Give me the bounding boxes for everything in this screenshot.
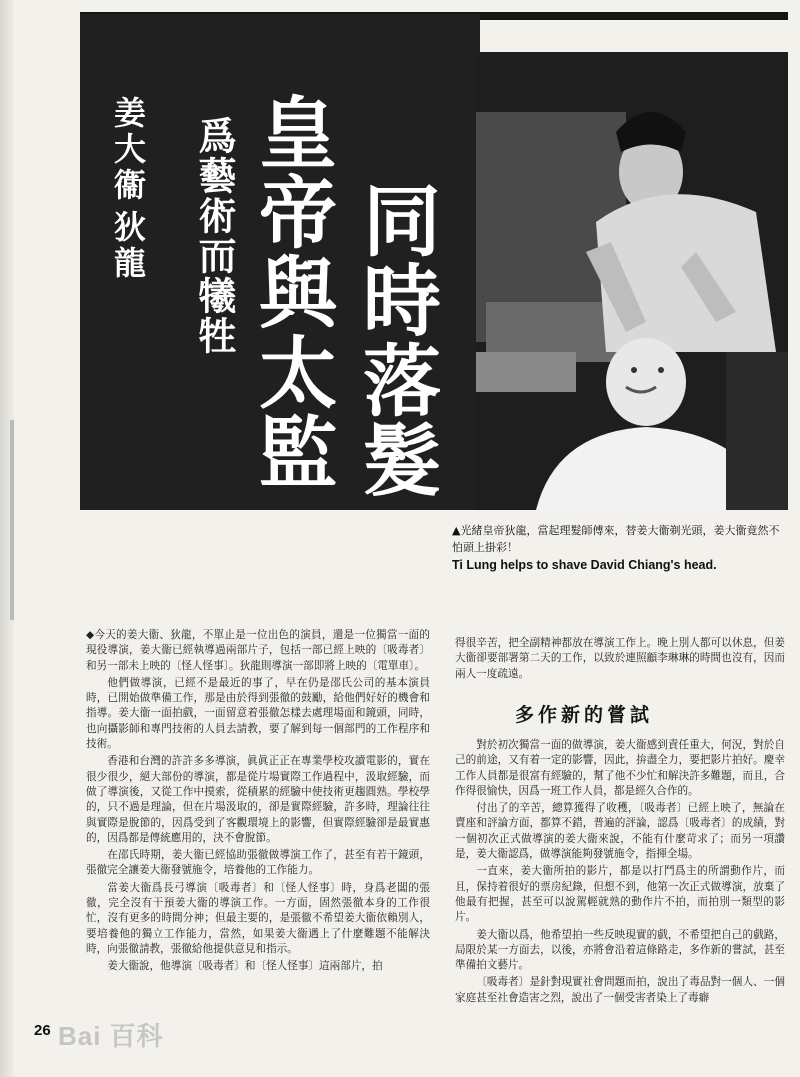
paragraph: 得很辛苦，把全副精神都放在導演工作上。晚上別人都可以休息，但姜大衞卻要部署第二天的工作，以致於連照顧李琳琳的時間也沒有，因而兩人一度疏遠。 bbox=[455, 637, 785, 680]
photo-caption-english: Ti Lung helps to shave David Chiang's head. bbox=[452, 558, 717, 572]
page-number: 26 bbox=[34, 1022, 51, 1039]
paragraph: 一直來，姜大衞所拍的影片，都是以打鬥爲主的所謂動作片，而且，保持着很好的票房紀錄，但想不到，他第一次正式做導演，放棄了他最有把握，甚至可以說駕輕就熟的動作片不拍，而拍別一類型的影片。 bbox=[455, 865, 785, 924]
article-photo bbox=[476, 52, 788, 510]
watermark: Bai 百科 bbox=[58, 1021, 164, 1051]
paragraph: 姜大衞說，他導演〔吸毒者〕和〔怪人怪事〕這兩部片，拍 bbox=[107, 960, 383, 973]
paragraph: 〔吸毒者〕是針對現實社會問題而拍，說出了毒品對一個人、一個家庭甚至社會造害之烈，說出了一個受害者染上了毒癖 bbox=[455, 976, 785, 1004]
right-column bbox=[455, 738, 785, 1008]
binding-mark bbox=[10, 420, 14, 620]
paragraph: 在邵氏時期，姜大衞已經協助張徹做導演工作了，甚至有若干鏡頭，張徹完全讓姜大衞發號施令，培養他的工作能力。 bbox=[86, 849, 430, 877]
photo-illustration bbox=[476, 52, 788, 510]
paragraph: 當姜大衞爲長弓導演〔吸毒者〕和〔怪人怪事〕時，身爲老闆的張徹，完全沒有干預姜大衞的導演工作。一方面，固然張徹本身的工作很忙，沒有更多的時間分神；但最主要的，是張徹不希望姜大衞依賴別人，要培養他的獨立工作能力，當然，如果姜大衞遇上了什麼難題不能解決時，向張徹請教，張徹給他提供意見和指示。 bbox=[86, 881, 430, 955]
headline-line-1: 同時落髮 bbox=[350, 180, 440, 500]
right-column-intro bbox=[455, 636, 785, 684]
left-column bbox=[86, 628, 430, 977]
photo-caption: ▲光緒皇帝狄龍，當起理髮師傅來，替姜大衞剃光頭，姜大衞竟然不怕頭上掛彩！ bbox=[452, 524, 780, 554]
article-subtitle: 爲藝術而犧牲 bbox=[192, 116, 236, 356]
paragraph: 香港和台灣的許許多多導演，眞眞正正在專業學校攻讀電影的，實在很少很少，絕大部份的導演，都是從片場實際工作過程中，汲取經驗，而做了導演後，又從工作中摸索，從積累的經驗中使技術更趨圓熟。學校學的，只不過是理論，但在片場汲取的，卻是實際經驗，許多時，理論往往與實際是脫節的，因爲受到了客觀環境上的影響，但實際經驗卻是最實惠的，因爲都是傳統應用的，決不會脫節。 bbox=[86, 755, 430, 844]
paragraph: ◆今天的姜大衞、狄龍，不單止是一位出色的演員，還是一位獨當一面的現役導演，姜大衞已經執導過兩部片子，包括一部已經上映的〔吸毒者〕和另一部未上映的〔怪人怪事〕。狄龍則導演一部即將上映的〔電單車〕。 bbox=[86, 629, 430, 672]
paragraph: 姜大衞以爲，他希望拍一些反映現實的戲，不希望把自己的戲路，局限於某一方面去，以後，亦將會沿着這條路走，多作新的嘗試，甚至準備拍文藝片。 bbox=[455, 928, 785, 972]
paragraph: 對於初次獨當一面的做導演，姜大衞感到責任重大，何況，對於自己的前途，又有着一定的影響，因此，拚盡全力，要把影片拍好。慶幸工作人員都是很富有經驗的，幫了他不少忙和解決許多難題，而且，合作得很愉快，因爲一班工作人員，都是經久合作的。 bbox=[455, 739, 785, 797]
headline-line-2: 皇帝與太監 bbox=[246, 92, 336, 492]
paragraph: 付出了的辛苦，總算獲得了收穫，〔吸毒者〕已經上映了，無論在賣座和評論方面，都算不錯，普遍的評論，認爲〔吸毒者〕的成績，對一個初次正式做導演的姜大衞來說，不能有什麼苛求了；而另一項讚是，姜大衞認爲，做導演能夠發號施令，指揮全場。 bbox=[455, 802, 785, 861]
paragraph: 他們做導演，已經不是最近的事了，早在仍是邵氏公司的基本演員時，已開始做準備工作，那是由於得到張徹的鼓勵，給他們好好的機會和指導。姜大衞一面拍戲，一面留意着張徹怎樣去處理場面和鏡頭，同時，也向攝影師和專門技術的人員去請教，要了解到每一個部門的工作程序和技術。 bbox=[86, 676, 430, 751]
author-name-1: 姜大衞 bbox=[109, 96, 147, 204]
author-name-2: 狄龍 bbox=[109, 210, 147, 282]
section-heading: 多作新的嘗試 bbox=[515, 704, 654, 726]
